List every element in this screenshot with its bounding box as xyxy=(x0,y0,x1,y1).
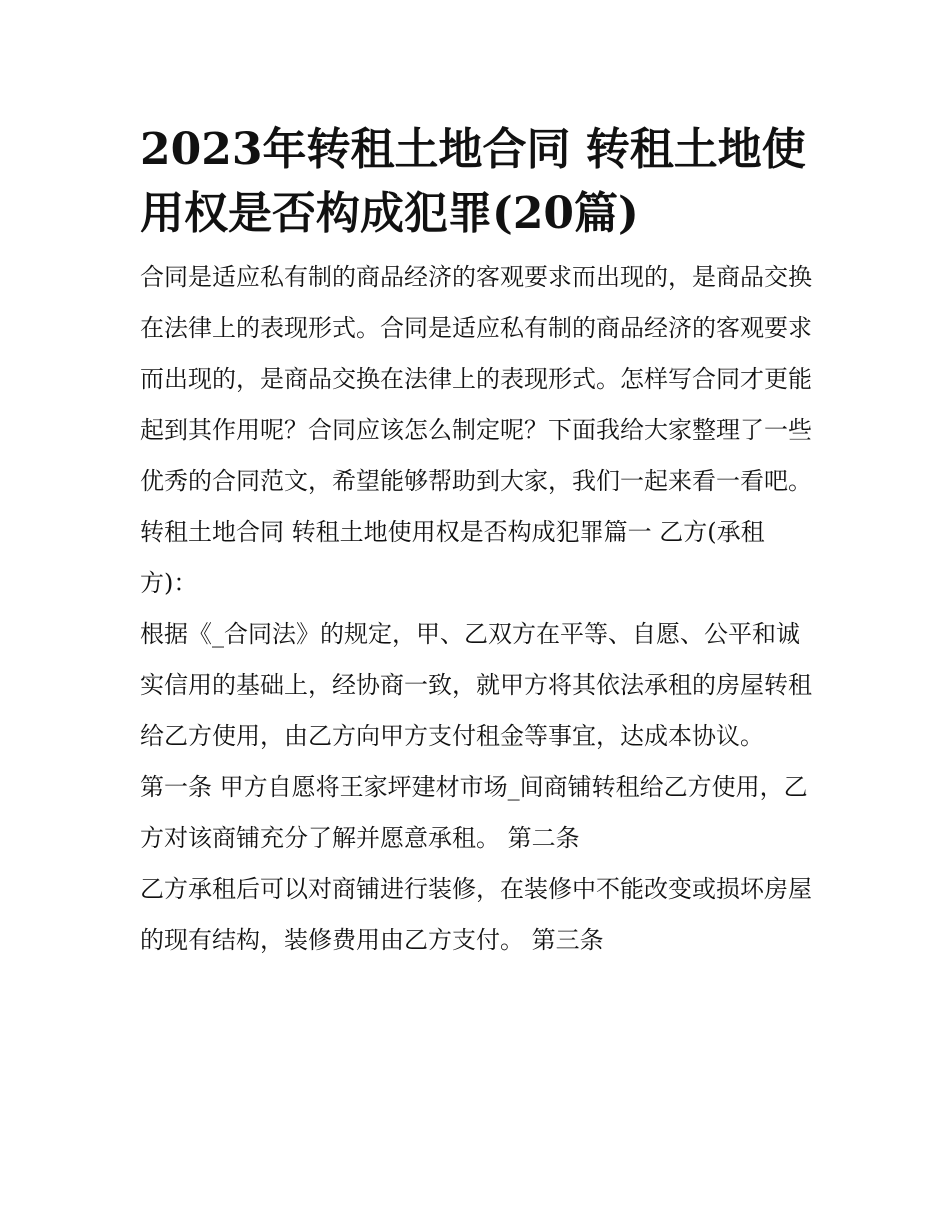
document-title: 2023年转租土地合同 转租土地使用权是否构成犯罪(20篇) xyxy=(140,124,806,239)
intro-paragraph: 合同是适应私有制的商品经济的客观要求而出现的，是商品交换在法律上的表现形式。合同是适应私有制的商品经济的客观要求而出现的，是商品交换在法律上的表现形式。怎样写合同才更能起到其作用呢？合同应该怎么制定呢？下面我给大家整理了一些优秀的合同范文，希望能够帮助到大家，我们一起来看一看吧。 xyxy=(140,263,812,495)
preamble-paragraph: 根据《_合同法》的规定，甲、乙双方在平等、自愿、公平和诚实信用的基础上，经协商一致，就甲方将其依法承租的房屋转租给乙方使用，由乙方向甲方支付租金等事宜，达成本协议。 xyxy=(140,620,812,750)
article-one-paragraph: 第一条 甲方自愿将王家坪建材市场_间商铺转租给乙方使用，乙方对该商铺充分了解并愿意承租。 第二条 xyxy=(140,773,808,852)
article-two-paragraph: 乙方承租后可以对商铺进行装修，在装修中不能改变或损坏房屋的现有结构，装修费用由乙方支付。 第三条 xyxy=(140,875,812,954)
document-page xyxy=(140,118,812,966)
section-heading-paragraph: 转租土地合同 转租土地使用权是否构成犯罪篇一 乙方(承租方)： xyxy=(140,518,765,597)
